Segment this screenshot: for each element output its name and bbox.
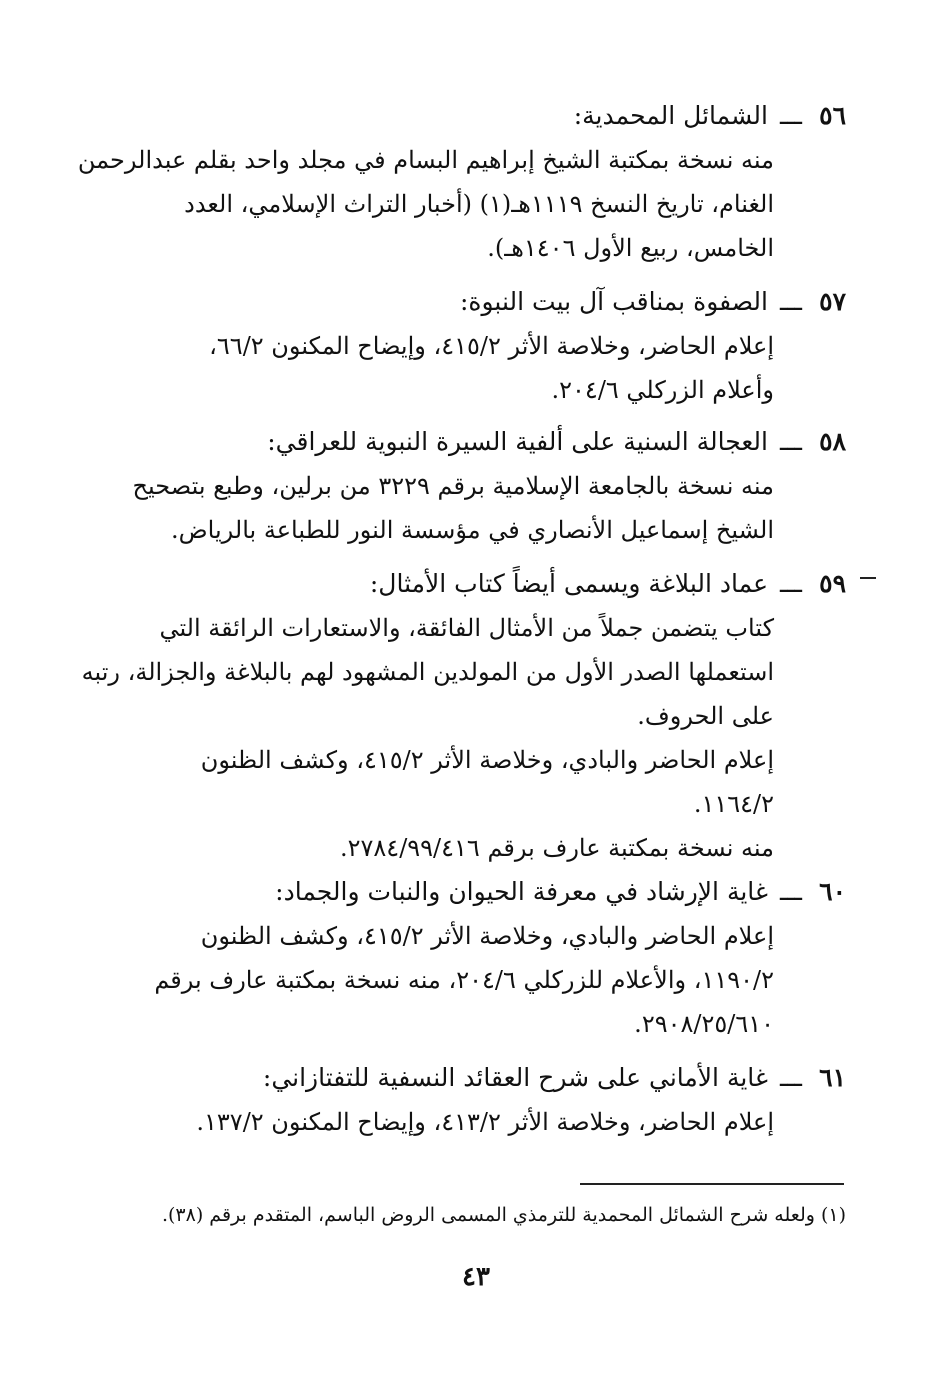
entry-number: ٥٦ bbox=[819, 101, 846, 130]
entry-dash: ـــ bbox=[780, 1063, 802, 1092]
entry-body bbox=[156, 914, 774, 1046]
entry-line: إعلام الحاضر والبادي، وخلاصة الأثر ٤١٥/٢، وكشف الظنون bbox=[200, 922, 774, 950]
entry-dash: ـــ bbox=[780, 877, 802, 906]
entry-line: استعملها الصدر الأول من المولدين المشهود لهم بالبلاغة والجزالة، رتبه bbox=[81, 658, 774, 686]
entry-dash: ـــ bbox=[780, 569, 802, 598]
entry-body bbox=[81, 606, 774, 870]
entry-number: ٥٩ bbox=[819, 569, 846, 598]
entry-body bbox=[156, 1100, 774, 1144]
entry-title: عماد البلاغة ويسمى أيضاً كتاب الأمثال: bbox=[369, 569, 768, 598]
entry-number: ٥٧ bbox=[819, 287, 846, 316]
entry-title: غاية الإرشاد في معرفة الحيوان والنبات والجماد: bbox=[275, 877, 768, 906]
entry-number: ٥٨ bbox=[819, 427, 846, 456]
footnote: (١) ولعله شرح الشمائل المحمدية للترمذي المسمى الروض الباسم، المتقدم برقم (٣٨). bbox=[161, 1204, 846, 1226]
entry-line: ١١٩٠/٢، والأعلام للزركلي ٢٠٤/٦، منه نسخة بمكتبة عارف برقم bbox=[154, 966, 774, 994]
entry-line: الخامس، ربيع الأول ١٤٠٦هـ). bbox=[487, 234, 774, 262]
entry-56 bbox=[77, 94, 846, 270]
entry-line: منه نسخة بمكتبة عارف برقم ٢٧٨٤/٩٩/٤١٦. bbox=[339, 834, 774, 862]
entry-60 bbox=[156, 870, 846, 1046]
entry-heading bbox=[156, 420, 846, 464]
entry-58 bbox=[132, 420, 846, 552]
entry-number: ٦٠ bbox=[819, 877, 846, 906]
entry-line: منه نسخة بمكتبة الشيخ إبراهيم البسام في مجلد واحد بقلم عبدالرحمن bbox=[77, 146, 774, 174]
entry-dash: ـــ bbox=[780, 427, 802, 456]
entry-line: الشيخ إسماعيل الأنصاري في مؤسسة النور للطباعة بالرياض. bbox=[171, 516, 774, 544]
entry-dash: ـــ bbox=[780, 101, 802, 130]
entry-line: ٢٩٠٨/٢٥/٦١٠. bbox=[634, 1010, 774, 1038]
entry-heading bbox=[156, 870, 846, 914]
entry-line: منه نسخة بالجامعة الإسلامية برقم ٣٢٢٩ من برلين، وطبع بتصحيح bbox=[132, 472, 774, 500]
entry-line: على الحروف. bbox=[637, 702, 774, 730]
entry-dash: ـــ bbox=[780, 287, 802, 316]
entry-59 bbox=[81, 562, 846, 870]
entry-heading bbox=[156, 562, 846, 606]
entry-line: ١١٦٤/٢. bbox=[693, 790, 774, 818]
entry-line: إعلام الحاضر، وخلاصة الأثر ٤١٥/٢، وإيضاح المكنون ٦٦/٢، bbox=[209, 332, 774, 360]
entry-heading bbox=[156, 1056, 846, 1100]
entry-heading bbox=[156, 94, 846, 138]
entry-title: الشمائل المحمدية: bbox=[573, 101, 768, 130]
entry-title: غاية الأماني على شرح العقائد النسفية للتفتازاني: bbox=[262, 1063, 768, 1092]
entry-line: إعلام الحاضر، وخلاصة الأثر ٤١٣/٢، وإيضاح المكنون ١٣٧/٢. bbox=[196, 1108, 774, 1136]
footnote-rule bbox=[580, 1183, 844, 1185]
entry-title: الصفوة بمناقب آل بيت النبوة: bbox=[459, 287, 768, 316]
entry-61 bbox=[156, 1056, 846, 1144]
entry-number: ٦١ bbox=[819, 1063, 846, 1092]
margin-mark bbox=[860, 577, 876, 579]
entry-line: وأعلام الزركلي ٢٠٤/٦. bbox=[551, 376, 774, 404]
entry-body bbox=[132, 464, 774, 552]
page-number: ٤٣ bbox=[462, 1262, 490, 1292]
entry-line: الغنام، تاريخ النسخ ١١١٩هـ(١) (أخبار التراث الإسلامي، العدد bbox=[184, 190, 774, 218]
entry-body bbox=[156, 324, 774, 412]
entry-line: كتاب يتضمن جملاً من الأمثال الفائقة، والاستعارات الرائقة التي bbox=[159, 614, 774, 642]
entry-heading bbox=[156, 280, 846, 324]
entry-57 bbox=[156, 280, 846, 412]
entry-line: إعلام الحاضر والبادي، وخلاصة الأثر ٤١٥/٢، وكشف الظنون bbox=[200, 746, 774, 774]
entry-title: العجالة السنية على ألفية السيرة النبوية للعراقي: bbox=[267, 427, 768, 456]
entry-body bbox=[77, 138, 774, 270]
